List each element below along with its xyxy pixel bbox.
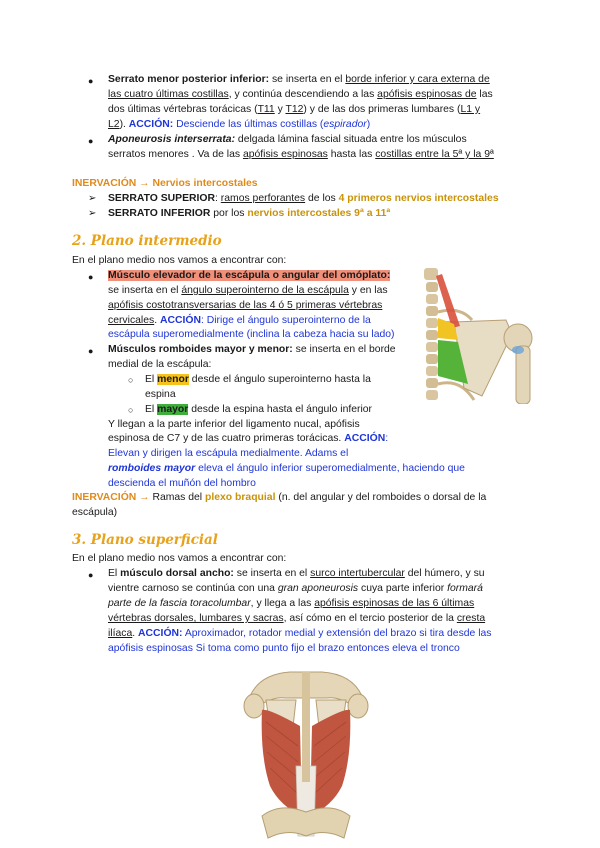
romboides-menor-line: El menor desde el ángulo superointerno hasta la — [145, 374, 371, 385]
elevador-line-3: apófisis costotransversarias de las 4 ó 5 primeras vértebras — [108, 300, 383, 311]
aponeurosis-label: Aponeurosis interserrata: — [108, 134, 236, 145]
romboides-mayor-line: El mayor desde la espina hasta el ángulo inferior — [145, 404, 373, 415]
romboides-label: Músculos romboides mayor y menor: — [108, 344, 293, 355]
elevador-line-2: se inserta en el ángulo superointerno de la escápula y en las — [108, 285, 388, 296]
elevador-escapula-label: Músculo elevador de la escápula o angular del omóplato: — [108, 270, 391, 281]
serrato-menor-line-1: Serrato menor posterior inferior: se inserta en el borde inferior y cara externa de — [108, 74, 490, 85]
romboides-accion-line-2: romboides mayor eleva el ángulo inferior superomedialmente, haciendo que — [108, 463, 465, 474]
bullet-icon: ● — [88, 346, 94, 356]
right-humerus-head — [348, 694, 368, 718]
arrow-bullet-icon: ➢ — [88, 208, 97, 219]
dorsal-ancho-line-1: El músculo dorsal ancho: se inserta en el surco intertubercular del húmero, y su — [108, 568, 485, 579]
romboides-line-1: Músculos romboides mayor y menor: se inserta en el borde — [108, 344, 396, 355]
romboides-accion-line-3: descienda el muñón del hombro — [108, 478, 256, 489]
inervacion-plexo-line-2: escápula) — [72, 507, 118, 518]
elevador-line-1 — [108, 268, 390, 283]
bullet-icon: ● — [88, 76, 94, 86]
inervacion-plexo-line-1: INERVACIÓN → Ramas del plexo braquial (n. del angular y del romboides o dorsal de la — [72, 492, 487, 503]
bullet-icon: ● — [88, 272, 94, 282]
humerus-shaft — [516, 346, 530, 404]
dorsal-ancho-label: músculo dorsal ancho: — [120, 568, 234, 579]
aponeurosis-line-1: Aponeurosis interserrata: delgada lámina fascial situada entre los músculos — [108, 134, 467, 145]
left-humerus-head — [244, 694, 264, 718]
serrato-menor-line-3: dos últimas vértebras torácicas (T11 y T12) y de las dos primeras lumbares (L1 y — [108, 104, 481, 115]
latissimus-dorsi-illustration — [240, 666, 372, 846]
dorsal-ancho-line-5: ilíaca. ACCIÓN: Aproximador, rotador medial y extensión del brazo si tira desde las — [108, 628, 492, 639]
plano-intermedio-intro: En el plano medio nos vamos a encontrar con: — [72, 255, 287, 266]
plano-superficial-intro: En el plano medio nos vamos a encontrar con: — [72, 553, 287, 564]
serrato-superior-item: SERRATO SUPERIOR: ramos perforantes de los 4 primeros nervios intercostales — [108, 193, 499, 204]
romboides-accion-line-1: Elevan y dirigen la escápula medialmente. Adams el — [108, 448, 349, 459]
serrato-inferior-item: SERRATO INFERIOR por los nervios intercostales 9ª a 11ª — [108, 208, 391, 219]
aponeurosis-line-2: serratos menores . Va de las apófisis espinosas hasta las costillas entre la 5ª y la 9ª — [108, 149, 494, 160]
dorsal-ancho-line-2: vientre carnoso se continúa con una gran aponeurosis cuya parte inferior formará — [108, 583, 483, 594]
circle-bullet-icon: ○ — [128, 405, 134, 415]
serrato-menor-line-4: L2). ACCIÓN: Desciende las últimas costillas (espirador) — [108, 119, 371, 130]
romboides-menor-line-2: espina — [145, 389, 176, 400]
circle-bullet-icon: ○ — [128, 375, 134, 385]
arrow-bullet-icon: ➢ — [88, 193, 97, 204]
serrato-menor-label: Serrato menor posterior inferior: — [108, 74, 270, 85]
elevador-line-4: cervicales. ACCIÓN: Dirige el ángulo superointerno de la — [108, 315, 371, 326]
dorsal-ancho-line-3: parte de la fascia toracolumbar, y llega a las apófisis espinosas de las 6 últimas — [108, 598, 475, 609]
bullet-icon: ● — [88, 570, 94, 580]
pelvis-bone — [262, 808, 350, 838]
dorsal-ancho-line-4: vértebras dorsales, lumbares y sacras, así cómo en el tercio posterior de la cresta — [108, 613, 486, 624]
spine-column — [302, 672, 310, 782]
romboides-cont-line-2: espinosa de C7 y de las cuatro primeras torácicas. ACCIÓN: — [108, 433, 389, 444]
romboides-cont-line-1: Y llegan a la parte inferior del ligamento nucal, apófisis — [108, 419, 360, 430]
elevador-line-5: escápula superomedialmente (inclina la cabeza hacia su lado) — [108, 329, 395, 340]
inervacion-intercostales: INERVACIÓN → Nervios intercostales — [72, 178, 258, 189]
accion-label: ACCIÓN: — [128, 119, 174, 130]
scapula-muscles-illustration — [420, 268, 538, 404]
shoulder-tendon — [512, 346, 524, 354]
romboides-line-2: medial de la escápula: — [108, 359, 212, 370]
section-heading-plano-superficial: 3. Plano superficial — [72, 532, 218, 548]
serrato-menor-line-2: las cuatro últimas costillas, y continúa descendiendo a las apófisis espinosas de las — [108, 89, 493, 100]
bullet-icon: ● — [88, 136, 94, 146]
dorsal-ancho-line-6: apófisis espinosas Si toma como punto fijo el brazo entonces eleva el tronco — [108, 643, 460, 654]
section-heading-plano-intermedio: 2. Plano intermedio — [72, 233, 222, 249]
